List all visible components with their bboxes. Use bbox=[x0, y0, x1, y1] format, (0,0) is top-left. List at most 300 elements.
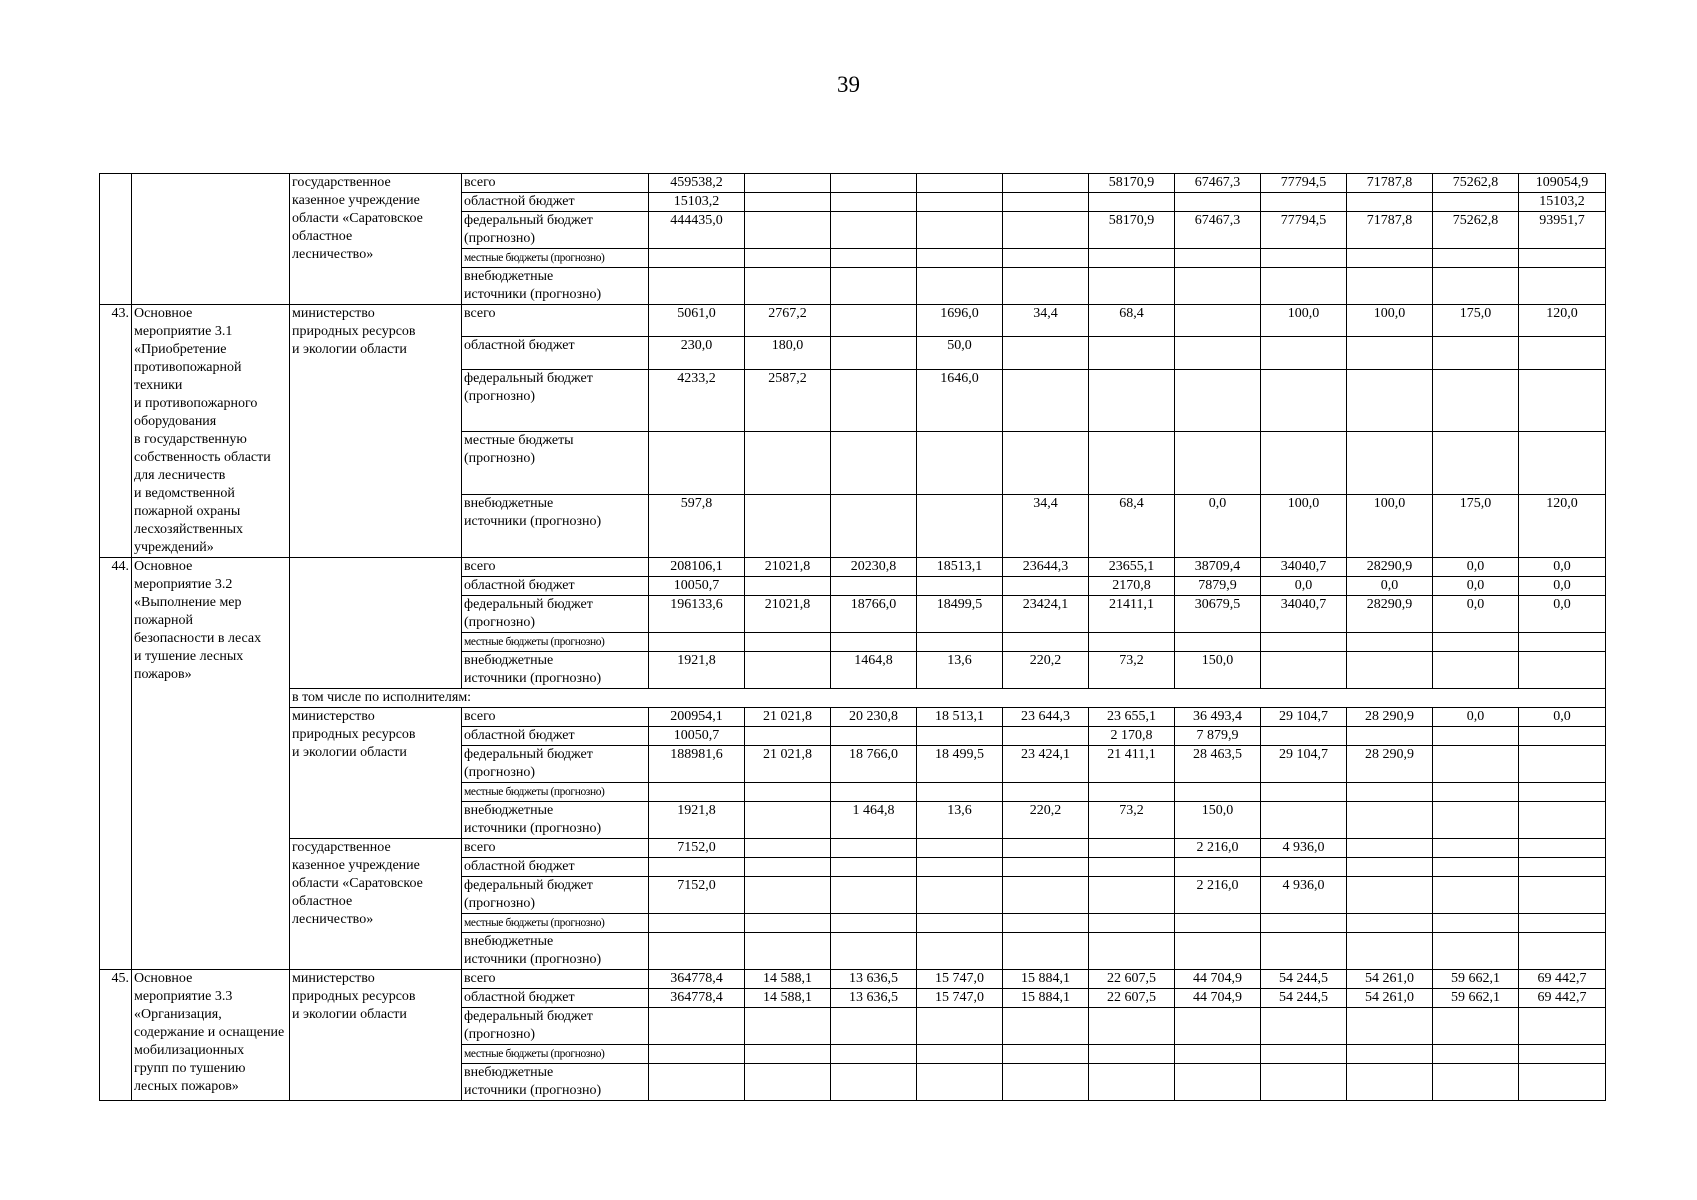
value-cell: 69 442,7 bbox=[1519, 970, 1606, 989]
value-cell bbox=[1433, 369, 1519, 432]
executor-cell bbox=[290, 558, 462, 689]
value-cell: 220,2 bbox=[1003, 652, 1089, 689]
value-cell bbox=[1433, 193, 1519, 212]
value-cell: 100,0 bbox=[1347, 495, 1433, 558]
value-cell bbox=[1433, 877, 1519, 914]
value-cell bbox=[831, 249, 917, 268]
value-cell bbox=[917, 249, 1003, 268]
value-cell: 444435,0 bbox=[649, 212, 745, 249]
value-cell: 0,0 bbox=[1519, 558, 1606, 577]
value-cell bbox=[1175, 633, 1261, 652]
value-cell: 28290,9 bbox=[1347, 596, 1433, 633]
value-cell: 18766,0 bbox=[831, 596, 917, 633]
value-cell bbox=[1175, 783, 1261, 802]
value-cell bbox=[1433, 858, 1519, 877]
value-cell: 77794,5 bbox=[1261, 212, 1347, 249]
value-cell bbox=[1089, 933, 1175, 970]
value-cell: 18499,5 bbox=[917, 596, 1003, 633]
value-cell bbox=[1347, 839, 1433, 858]
value-cell bbox=[1519, 802, 1606, 839]
value-cell bbox=[831, 268, 917, 305]
by-executors-label: в том числе по исполнителям: bbox=[290, 689, 1606, 708]
value-cell: 59 662,1 bbox=[1433, 970, 1519, 989]
value-cell bbox=[745, 933, 831, 970]
value-cell: 4 936,0 bbox=[1261, 877, 1347, 914]
funding-source: областной бюджет bbox=[462, 989, 649, 1008]
value-cell bbox=[1519, 652, 1606, 689]
value-cell bbox=[1089, 1008, 1175, 1045]
value-cell: 15 884,1 bbox=[1003, 989, 1089, 1008]
value-cell bbox=[1433, 914, 1519, 933]
value-cell: 1 464,8 bbox=[831, 802, 917, 839]
table-body bbox=[100, 174, 1606, 1101]
executor-name: государственное казенное учреждение области «Саратовское областное лесничество» bbox=[290, 174, 462, 305]
value-cell: 0,0 bbox=[1433, 708, 1519, 727]
value-cell bbox=[1519, 1045, 1606, 1064]
value-cell bbox=[1003, 914, 1089, 933]
funding-source: федеральный бюджет (прогнозно) bbox=[462, 877, 649, 914]
value-cell bbox=[745, 839, 831, 858]
value-cell bbox=[1003, 783, 1089, 802]
value-cell: 4233,2 bbox=[649, 369, 745, 432]
value-cell: 15103,2 bbox=[649, 193, 745, 212]
value-cell bbox=[649, 1045, 745, 1064]
table-row bbox=[100, 839, 1606, 858]
value-cell: 34040,7 bbox=[1261, 596, 1347, 633]
value-cell bbox=[1003, 1064, 1089, 1101]
value-cell: 23655,1 bbox=[1089, 558, 1175, 577]
value-cell: 73,2 bbox=[1089, 652, 1175, 689]
value-cell bbox=[1433, 1064, 1519, 1101]
value-cell bbox=[745, 914, 831, 933]
value-cell: 10050,7 bbox=[649, 577, 745, 596]
value-cell: 58170,9 bbox=[1089, 174, 1175, 193]
value-cell bbox=[917, 914, 1003, 933]
value-cell bbox=[649, 914, 745, 933]
funding-source: местные бюджеты (прогнозно) bbox=[462, 914, 649, 933]
table-row bbox=[100, 970, 1606, 989]
value-cell bbox=[1433, 652, 1519, 689]
value-cell: 54 244,5 bbox=[1261, 970, 1347, 989]
measure-name bbox=[132, 174, 290, 305]
value-cell: 93951,7 bbox=[1519, 212, 1606, 249]
value-cell bbox=[1175, 268, 1261, 305]
value-cell: 364778,4 bbox=[649, 970, 745, 989]
value-cell bbox=[1347, 633, 1433, 652]
value-cell bbox=[1089, 432, 1175, 495]
value-cell bbox=[1261, 914, 1347, 933]
value-cell: 71787,8 bbox=[1347, 174, 1433, 193]
value-cell bbox=[1261, 727, 1347, 746]
funding-source: федеральный бюджет (прогнозно) bbox=[462, 746, 649, 783]
value-cell: 75262,8 bbox=[1433, 174, 1519, 193]
value-cell bbox=[1347, 337, 1433, 369]
value-cell: 28 290,9 bbox=[1347, 708, 1433, 727]
value-cell: 100,0 bbox=[1261, 495, 1347, 558]
value-cell bbox=[1175, 337, 1261, 369]
value-cell bbox=[1175, 369, 1261, 432]
value-cell bbox=[831, 1064, 917, 1101]
funding-source: областной бюджет bbox=[462, 577, 649, 596]
value-cell bbox=[1089, 877, 1175, 914]
value-cell bbox=[1347, 727, 1433, 746]
value-cell bbox=[1261, 858, 1347, 877]
value-cell bbox=[1003, 268, 1089, 305]
value-cell bbox=[917, 877, 1003, 914]
funding-source: федеральный бюджет (прогнозно) bbox=[462, 1008, 649, 1045]
value-cell bbox=[831, 495, 917, 558]
value-cell bbox=[1519, 877, 1606, 914]
value-cell bbox=[831, 212, 917, 249]
value-cell: 2 216,0 bbox=[1175, 839, 1261, 858]
value-cell bbox=[1519, 727, 1606, 746]
value-cell bbox=[1347, 432, 1433, 495]
value-cell: 21411,1 bbox=[1089, 596, 1175, 633]
value-cell: 175,0 bbox=[1433, 305, 1519, 337]
value-cell bbox=[1433, 746, 1519, 783]
executor-name: государственное казенное учреждение области «Саратовское областное лесничество» bbox=[290, 839, 462, 970]
value-cell bbox=[1175, 1045, 1261, 1064]
value-cell: 7152,0 bbox=[649, 839, 745, 858]
value-cell: 2767,2 bbox=[745, 305, 831, 337]
value-cell bbox=[1433, 783, 1519, 802]
value-cell: 28 290,9 bbox=[1347, 746, 1433, 783]
value-cell: 73,2 bbox=[1089, 802, 1175, 839]
value-cell: 0,0 bbox=[1433, 558, 1519, 577]
value-cell: 18 499,5 bbox=[917, 746, 1003, 783]
value-cell bbox=[831, 369, 917, 432]
value-cell bbox=[917, 858, 1003, 877]
value-cell bbox=[917, 495, 1003, 558]
value-cell bbox=[1347, 249, 1433, 268]
funding-source: внебюджетные источники (прогнозно) bbox=[462, 1064, 649, 1101]
value-cell bbox=[917, 633, 1003, 652]
value-cell bbox=[1261, 802, 1347, 839]
value-cell bbox=[745, 193, 831, 212]
value-cell bbox=[831, 1008, 917, 1045]
value-cell bbox=[831, 577, 917, 596]
value-cell bbox=[1261, 337, 1347, 369]
value-cell: 44 704,9 bbox=[1175, 989, 1261, 1008]
value-cell: 67467,3 bbox=[1175, 212, 1261, 249]
value-cell: 196133,6 bbox=[649, 596, 745, 633]
value-cell: 150,0 bbox=[1175, 652, 1261, 689]
value-cell bbox=[917, 577, 1003, 596]
value-cell bbox=[1261, 933, 1347, 970]
value-cell bbox=[1003, 432, 1089, 495]
funding-source: местные бюджеты (прогнозно) bbox=[462, 783, 649, 802]
value-cell bbox=[1003, 249, 1089, 268]
value-cell bbox=[745, 858, 831, 877]
value-cell bbox=[1347, 858, 1433, 877]
value-cell: 34,4 bbox=[1003, 495, 1089, 558]
value-cell bbox=[1261, 1064, 1347, 1101]
funding-source: областной бюджет bbox=[462, 193, 649, 212]
value-cell bbox=[1089, 633, 1175, 652]
value-cell bbox=[1003, 1045, 1089, 1064]
funding-source: федеральный бюджет (прогнозно) bbox=[462, 212, 649, 249]
value-cell bbox=[745, 268, 831, 305]
value-cell: 38709,4 bbox=[1175, 558, 1261, 577]
value-cell bbox=[745, 174, 831, 193]
value-cell: 44 704,9 bbox=[1175, 970, 1261, 989]
value-cell: 71787,8 bbox=[1347, 212, 1433, 249]
funding-source: всего bbox=[462, 708, 649, 727]
value-cell: 23 424,1 bbox=[1003, 746, 1089, 783]
value-cell: 0,0 bbox=[1175, 495, 1261, 558]
value-cell bbox=[1519, 783, 1606, 802]
funding-source: всего bbox=[462, 970, 649, 989]
value-cell: 0,0 bbox=[1519, 577, 1606, 596]
value-cell bbox=[1261, 193, 1347, 212]
value-cell: 0,0 bbox=[1261, 577, 1347, 596]
value-cell: 7 879,9 bbox=[1175, 727, 1261, 746]
value-cell: 0,0 bbox=[1347, 577, 1433, 596]
value-cell bbox=[917, 727, 1003, 746]
table-row bbox=[100, 689, 1606, 708]
value-cell bbox=[649, 633, 745, 652]
value-cell bbox=[1261, 1045, 1347, 1064]
value-cell bbox=[1347, 1064, 1433, 1101]
value-cell: 0,0 bbox=[1519, 596, 1606, 633]
funding-source: внебюджетные источники (прогнозно) bbox=[462, 268, 649, 305]
value-cell: 22 607,5 bbox=[1089, 970, 1175, 989]
value-cell bbox=[1003, 633, 1089, 652]
measure-name: Основное мероприятие 3.1 «Приобретение противопожарной техники и противопожарного оборудования в государственную собственность области для лесничеств и ведомственной пожарной охраны лесхозяйственных учреждений» bbox=[132, 305, 290, 558]
value-cell: 54 261,0 bbox=[1347, 970, 1433, 989]
value-cell: 77794,5 bbox=[1261, 174, 1347, 193]
value-cell bbox=[1519, 746, 1606, 783]
value-cell bbox=[831, 914, 917, 933]
measure-name: Основное мероприятие 3.3 «Организация, содержание и оснащение мобилизационных групп по тушению лесных пожаров» bbox=[132, 970, 290, 1101]
value-cell bbox=[1003, 839, 1089, 858]
value-cell bbox=[1433, 432, 1519, 495]
page-number: 39 bbox=[837, 72, 860, 97]
value-cell: 28290,9 bbox=[1347, 558, 1433, 577]
value-cell bbox=[831, 633, 917, 652]
value-cell: 14 588,1 bbox=[745, 970, 831, 989]
funding-source: внебюджетные источники (прогнозно) bbox=[462, 802, 649, 839]
funding-source: областной бюджет bbox=[462, 858, 649, 877]
value-cell bbox=[1261, 1008, 1347, 1045]
value-cell: 29 104,7 bbox=[1261, 708, 1347, 727]
value-cell bbox=[1175, 432, 1261, 495]
value-cell: 20 230,8 bbox=[831, 708, 917, 727]
value-cell bbox=[649, 249, 745, 268]
funding-source: местные бюджеты (прогнозно) bbox=[462, 249, 649, 268]
value-cell bbox=[1347, 1008, 1433, 1045]
value-cell bbox=[1433, 249, 1519, 268]
funding-source: областной бюджет bbox=[462, 727, 649, 746]
value-cell bbox=[1347, 369, 1433, 432]
value-cell bbox=[1433, 933, 1519, 970]
value-cell bbox=[1175, 933, 1261, 970]
value-cell bbox=[649, 1008, 745, 1045]
value-cell: 175,0 bbox=[1433, 495, 1519, 558]
value-cell bbox=[831, 432, 917, 495]
funding-source: внебюджетные источники (прогнозно) bbox=[462, 652, 649, 689]
value-cell bbox=[1433, 337, 1519, 369]
value-cell: 13,6 bbox=[917, 652, 1003, 689]
value-cell bbox=[917, 783, 1003, 802]
value-cell bbox=[917, 174, 1003, 193]
value-cell: 22 607,5 bbox=[1089, 989, 1175, 1008]
value-cell bbox=[1347, 652, 1433, 689]
value-cell bbox=[917, 432, 1003, 495]
value-cell bbox=[917, 1045, 1003, 1064]
value-cell bbox=[1519, 858, 1606, 877]
value-cell: 54 244,5 bbox=[1261, 989, 1347, 1008]
value-cell bbox=[1089, 858, 1175, 877]
value-cell bbox=[917, 933, 1003, 970]
value-cell bbox=[1347, 193, 1433, 212]
funding-source: федеральный бюджет (прогнозно) bbox=[462, 369, 649, 432]
value-cell bbox=[1519, 268, 1606, 305]
value-cell bbox=[1519, 1008, 1606, 1045]
value-cell bbox=[917, 268, 1003, 305]
value-cell: 30679,5 bbox=[1175, 596, 1261, 633]
value-cell bbox=[1347, 933, 1433, 970]
row-number: 43. bbox=[100, 305, 132, 558]
value-cell: 21021,8 bbox=[745, 596, 831, 633]
financing-table bbox=[99, 173, 1606, 1101]
value-cell: 68,4 bbox=[1089, 305, 1175, 337]
executor-name: министерство природных ресурсов и экологии области bbox=[290, 708, 462, 839]
value-cell bbox=[1519, 337, 1606, 369]
value-cell bbox=[1175, 193, 1261, 212]
value-cell bbox=[745, 877, 831, 914]
value-cell bbox=[1003, 877, 1089, 914]
table-row bbox=[100, 174, 1606, 193]
value-cell bbox=[649, 1064, 745, 1101]
value-cell bbox=[1089, 249, 1175, 268]
value-cell: 10050,7 bbox=[649, 727, 745, 746]
value-cell bbox=[831, 858, 917, 877]
value-cell bbox=[649, 858, 745, 877]
value-cell bbox=[1519, 914, 1606, 933]
executor-name: министерство природных ресурсов и экологии области bbox=[290, 305, 462, 558]
value-cell bbox=[745, 1064, 831, 1101]
value-cell: 2 216,0 bbox=[1175, 877, 1261, 914]
value-cell: 15103,2 bbox=[1519, 193, 1606, 212]
funding-source: всего bbox=[462, 839, 649, 858]
value-cell: 54 261,0 bbox=[1347, 989, 1433, 1008]
value-cell: 1921,8 bbox=[649, 652, 745, 689]
value-cell bbox=[745, 783, 831, 802]
value-cell bbox=[1519, 633, 1606, 652]
value-cell bbox=[917, 212, 1003, 249]
value-cell bbox=[1089, 914, 1175, 933]
value-cell bbox=[917, 839, 1003, 858]
value-cell: 2587,2 bbox=[745, 369, 831, 432]
row-number: 44. bbox=[100, 558, 132, 970]
value-cell bbox=[1003, 174, 1089, 193]
value-cell bbox=[831, 305, 917, 337]
funding-source: местные бюджеты (прогнозно) bbox=[462, 1045, 649, 1064]
value-cell: 1696,0 bbox=[917, 305, 1003, 337]
table-row bbox=[100, 305, 1606, 337]
value-cell bbox=[1347, 802, 1433, 839]
value-cell: 597,8 bbox=[649, 495, 745, 558]
value-cell: 208106,1 bbox=[649, 558, 745, 577]
funding-source: федеральный бюджет (прогнозно) bbox=[462, 596, 649, 633]
value-cell bbox=[1433, 727, 1519, 746]
value-cell bbox=[917, 1064, 1003, 1101]
value-cell bbox=[1261, 268, 1347, 305]
value-cell bbox=[649, 933, 745, 970]
value-cell: 100,0 bbox=[1261, 305, 1347, 337]
value-cell: 21 021,8 bbox=[745, 746, 831, 783]
funding-source: всего bbox=[462, 305, 649, 337]
value-cell: 7879,9 bbox=[1175, 577, 1261, 596]
value-cell bbox=[745, 212, 831, 249]
value-cell bbox=[831, 1045, 917, 1064]
value-cell bbox=[1003, 727, 1089, 746]
value-cell: 109054,9 bbox=[1519, 174, 1606, 193]
value-cell bbox=[1519, 1064, 1606, 1101]
executor-name: министерство природных ресурсов и экологии области bbox=[290, 970, 462, 1101]
value-cell bbox=[1003, 1008, 1089, 1045]
value-cell: 15 747,0 bbox=[917, 970, 1003, 989]
value-cell: 34,4 bbox=[1003, 305, 1089, 337]
value-cell bbox=[831, 337, 917, 369]
value-cell bbox=[1089, 839, 1175, 858]
value-cell: 13,6 bbox=[917, 802, 1003, 839]
value-cell: 75262,8 bbox=[1433, 212, 1519, 249]
row-number: 45. bbox=[100, 970, 132, 1101]
value-cell: 2170,8 bbox=[1089, 577, 1175, 596]
funding-source: внебюджетные источники (прогнозно) bbox=[462, 495, 649, 558]
value-cell: 188981,6 bbox=[649, 746, 745, 783]
value-cell bbox=[745, 633, 831, 652]
value-cell bbox=[1003, 193, 1089, 212]
value-cell bbox=[1089, 1064, 1175, 1101]
value-cell bbox=[831, 877, 917, 914]
value-cell bbox=[831, 193, 917, 212]
value-cell bbox=[831, 839, 917, 858]
value-cell: 36 493,4 bbox=[1175, 708, 1261, 727]
value-cell: 20230,8 bbox=[831, 558, 917, 577]
value-cell: 29 104,7 bbox=[1261, 746, 1347, 783]
value-cell: 21 411,1 bbox=[1089, 746, 1175, 783]
value-cell: 23 644,3 bbox=[1003, 708, 1089, 727]
value-cell bbox=[1433, 1045, 1519, 1064]
value-cell: 230,0 bbox=[649, 337, 745, 369]
value-cell bbox=[745, 727, 831, 746]
value-cell: 18 513,1 bbox=[917, 708, 1003, 727]
value-cell bbox=[745, 652, 831, 689]
table-row bbox=[100, 708, 1606, 727]
value-cell: 459538,2 bbox=[649, 174, 745, 193]
value-cell bbox=[1089, 1045, 1175, 1064]
value-cell bbox=[1519, 432, 1606, 495]
value-cell bbox=[1261, 633, 1347, 652]
value-cell: 364778,4 bbox=[649, 989, 745, 1008]
value-cell bbox=[1089, 337, 1175, 369]
value-cell bbox=[1003, 858, 1089, 877]
value-cell bbox=[1519, 249, 1606, 268]
row-number bbox=[100, 174, 132, 305]
value-cell bbox=[1433, 1008, 1519, 1045]
value-cell bbox=[1261, 249, 1347, 268]
value-cell bbox=[745, 432, 831, 495]
value-cell bbox=[831, 727, 917, 746]
funding-source: областной бюджет bbox=[462, 337, 649, 369]
value-cell bbox=[745, 1045, 831, 1064]
value-cell: 1464,8 bbox=[831, 652, 917, 689]
value-cell bbox=[1261, 652, 1347, 689]
value-cell: 0,0 bbox=[1519, 708, 1606, 727]
